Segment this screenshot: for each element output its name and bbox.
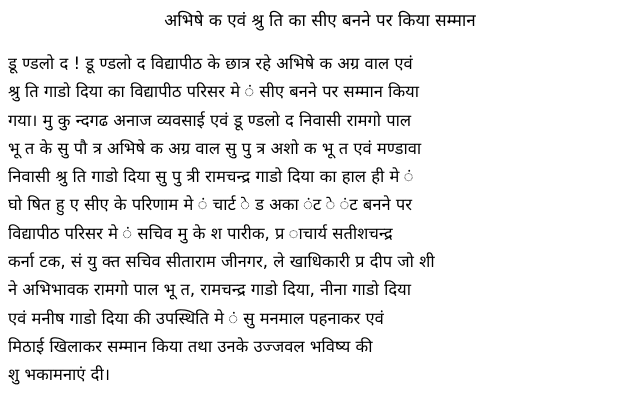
body-line-3: गया। मु कु न्दगढ अनाज व्यवसाई एवं डू ण्डलो द निवासी रामगो पाल <box>8 110 412 130</box>
body-line-1: डू ण्डलो द ! डू ण्डलो द विद्यापीठ के छात्र रहे अभिषे क अग्र वाल एवं <box>8 54 413 73</box>
body-line-12: शु भकामनाएं दी। <box>8 365 110 385</box>
article-body <box>8 50 633 390</box>
body-line-6: घो षित हु ए सीए के परिणाम मे ं चार्ट े ड अका ंट े ंट बनने पर <box>8 195 413 215</box>
body-line-4: भू त के सु पौ त्र अभिषे क अग्र वाल सु पु त्र अशो क भू त एवं मण्डावा <box>8 138 422 158</box>
body-line-9: ने अभिभावक रामगो पाल भू त, रामचन्द्र गाडो दिया, नीना गाडो दिया <box>8 280 412 300</box>
body-line-2: श्रु ति गाडो दिया का विद्यापीठ परिसर मे ं सीए बनने पर सम्मान किया <box>8 82 419 102</box>
article-title: अभिषे क एवं श्रु ति का सीए बनने पर किया सम्मान <box>164 11 476 31</box>
body-line-10: एवं मनीष गाडो दिया की उपस्थिति मे ं सु मनमाल पहनाकर एवं <box>8 308 384 328</box>
body-line-11: मिठाई खिलाकर सम्मान किया तथा उनके उज्जवल भविष्य की <box>8 336 373 356</box>
body-line-5: निवासी श्रु ति गाडो दिया सु पु त्री रामचन्द्र गाडो दिया का हाल ही मे ं <box>8 167 414 187</box>
body-line-7: विद्यापीठ परिसर मे ं सचिव मु के श पारीक, प्र ाचार्य सतीशचन्द्र <box>8 223 393 243</box>
body-line-8: कर्ना टक, सं यु क्त सचिव सीताराम जीनगर, ले खाधिकारी प्र दीप जो शी <box>8 252 435 272</box>
